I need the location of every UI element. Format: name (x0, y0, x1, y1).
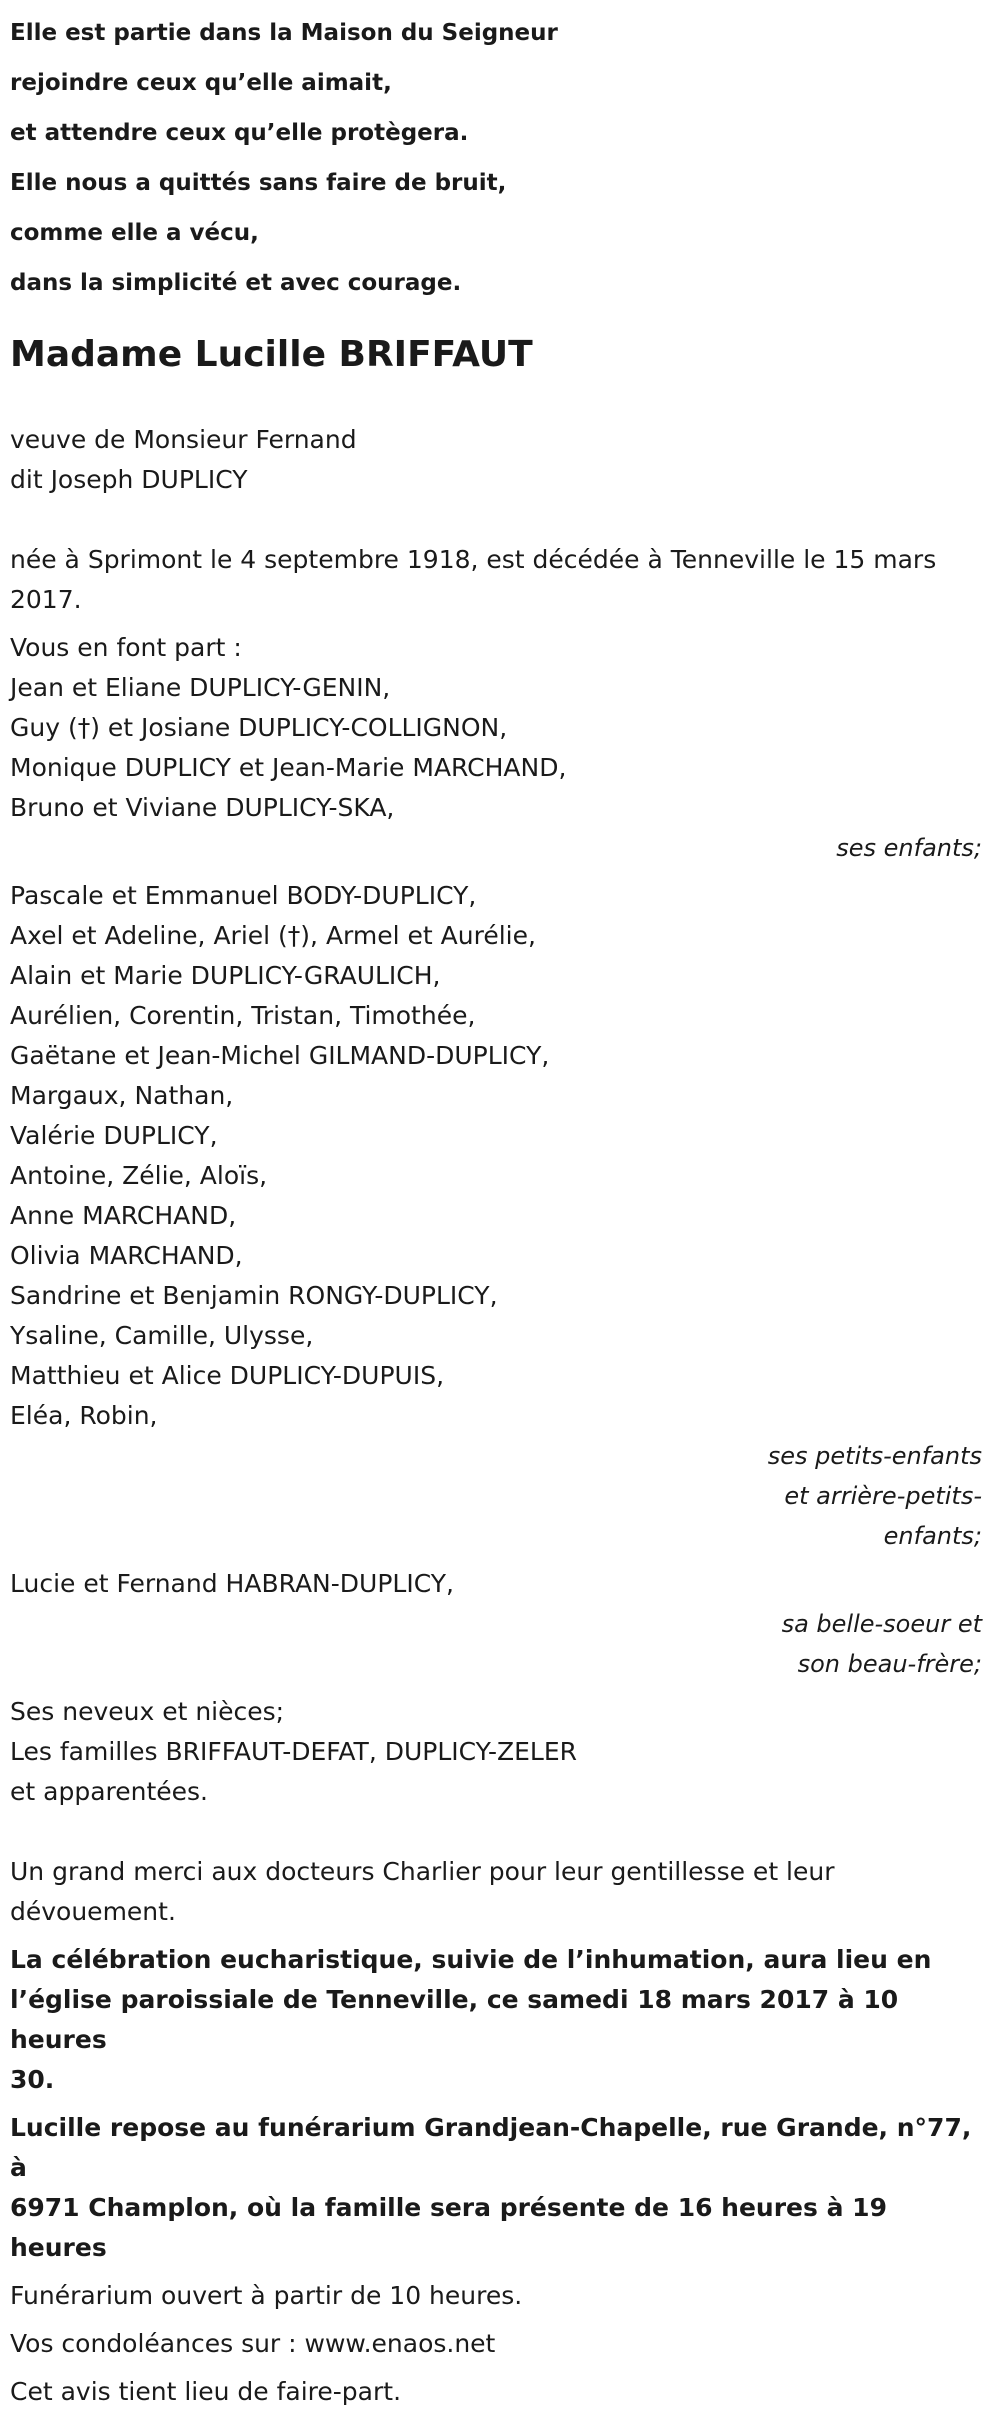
poem-line: comme elle a vécu, (10, 220, 259, 246)
child-line: Guy (†) et Josiane DUPLICY-COLLIGNON, (10, 713, 508, 742)
notice: Cet avis tient lieu de faire-part. (10, 2377, 402, 2406)
thanks (10, 1852, 990, 1932)
funerarium-line: Lucille repose au funérarium Grandjean-Chapelle, rue Grande, n°77, à (10, 2113, 972, 2182)
grandchild-line: Valérie DUPLICY, (10, 1121, 218, 1150)
grandchild-line: Pascale et Emmanuel BODY-DUPLICY, (10, 881, 477, 910)
grandchild-line: Olivia MARCHAND, (10, 1241, 243, 1270)
thanks-line: dévouement. (10, 1897, 176, 1926)
in-laws: Lucie et Fernand HABRAN-DUPLICY, (10, 1569, 454, 1598)
poem-line: Elle est partie dans la Maison du Seigneur (10, 20, 558, 46)
ceremony-line: La célébration eucharistique, suivie de l’inhumation, aura lieu en (10, 1945, 932, 1974)
grandchild-line: Matthieu et Alice DUPLICY-DUPUIS, (10, 1361, 445, 1390)
poem-line: Elle nous a quittés sans faire de bruit, (10, 170, 507, 196)
ceremony (10, 1940, 990, 2100)
grandchildren-label-line: ses petits-enfants (767, 1442, 982, 1470)
thanks-line: Un grand merci aux docteurs Charlier pour leur gentillesse et leur (10, 1857, 835, 1886)
children-label: ses enfants; (836, 834, 982, 862)
poem (10, 0, 990, 308)
grandchild-line: Aurélien, Corentin, Tristan, Timothée, (10, 1001, 476, 1030)
grandchild-line: Ysaline, Camille, Ulysse, (10, 1321, 314, 1350)
grandchild-line: Axel et Adeline, Ariel (†), Armel et Aurélie, (10, 921, 536, 950)
other-line: Ses neveux et nièces; (10, 1697, 285, 1726)
children-section (10, 628, 990, 828)
grandchild-line: Alain et Marie DUPLICY-GRAULICH, (10, 961, 441, 990)
deceased-name: Madame Lucille BRIFFAUT (10, 334, 533, 375)
opening-hours: Funérarium ouvert à partir de 10 heures. (10, 2281, 523, 2310)
widow-of-line: veuve de Monsieur Fernand (10, 425, 357, 454)
birth-death (10, 540, 990, 620)
condolences: Vos condoléances sur : www.enaos.net (10, 2329, 496, 2358)
grandchildren-section (10, 876, 990, 1436)
poem-line: rejoindre ceux qu’elle aimait, (10, 70, 392, 96)
ceremony-line: 30. (10, 2065, 55, 2094)
grandchildren-label-line: enfants; (883, 1522, 982, 1550)
poem-line: dans la simplicité et avec courage. (10, 270, 462, 296)
child-line: Monique DUPLICY et Jean-Marie MARCHAND, (10, 753, 567, 782)
birth-death-line: née à Sprimont le 4 septembre 1918, est décédée à Tenneville le 15 mars (10, 545, 937, 574)
other-line: et apparentées. (10, 1777, 208, 1806)
grandchild-line: Eléa, Robin, (10, 1401, 158, 1430)
other-line: Les familles BRIFFAUT-DEFAT, DUPLICY-ZELER (10, 1737, 578, 1766)
in-laws-label-line: son beau-frère; (797, 1650, 982, 1678)
poem-line: et attendre ceux qu’elle protègera. (10, 120, 469, 146)
widow-of-line: dit Joseph DUPLICY (10, 465, 248, 494)
widow-of (10, 420, 990, 500)
child-line: Bruno et Viviane DUPLICY-SKA, (10, 793, 395, 822)
grandchildren-label-line: et arrière-petits- (784, 1482, 982, 1510)
other-relatives (10, 1692, 990, 1812)
announce-intro: Vous en font part : (10, 633, 242, 662)
grandchildren-label (10, 1436, 990, 1556)
ceremony-line: l’église paroissiale de Tenneville, ce samedi 18 mars 2017 à 10 heures (10, 1985, 899, 2054)
grandchild-line: Margaux, Nathan, (10, 1081, 234, 1110)
in-laws-label (10, 1604, 990, 1684)
birth-death-line: 2017. (10, 585, 82, 614)
grandchild-line: Antoine, Zélie, Aloïs, (10, 1161, 268, 1190)
child-line: Jean et Eliane DUPLICY-GENIN, (10, 673, 391, 702)
funerarium (10, 2108, 990, 2268)
grandchild-line: Anne MARCHAND, (10, 1201, 237, 1230)
grandchild-line: Sandrine et Benjamin RONGY-DUPLICY, (10, 1281, 498, 1310)
in-laws-label-line: sa belle-soeur et (781, 1610, 982, 1638)
grandchild-line: Gaëtane et Jean-Michel GILMAND-DUPLICY, (10, 1041, 550, 1070)
funerarium-line: 6971 Champlon, où la famille sera présente de 16 heures à 19 heures (10, 2193, 887, 2262)
